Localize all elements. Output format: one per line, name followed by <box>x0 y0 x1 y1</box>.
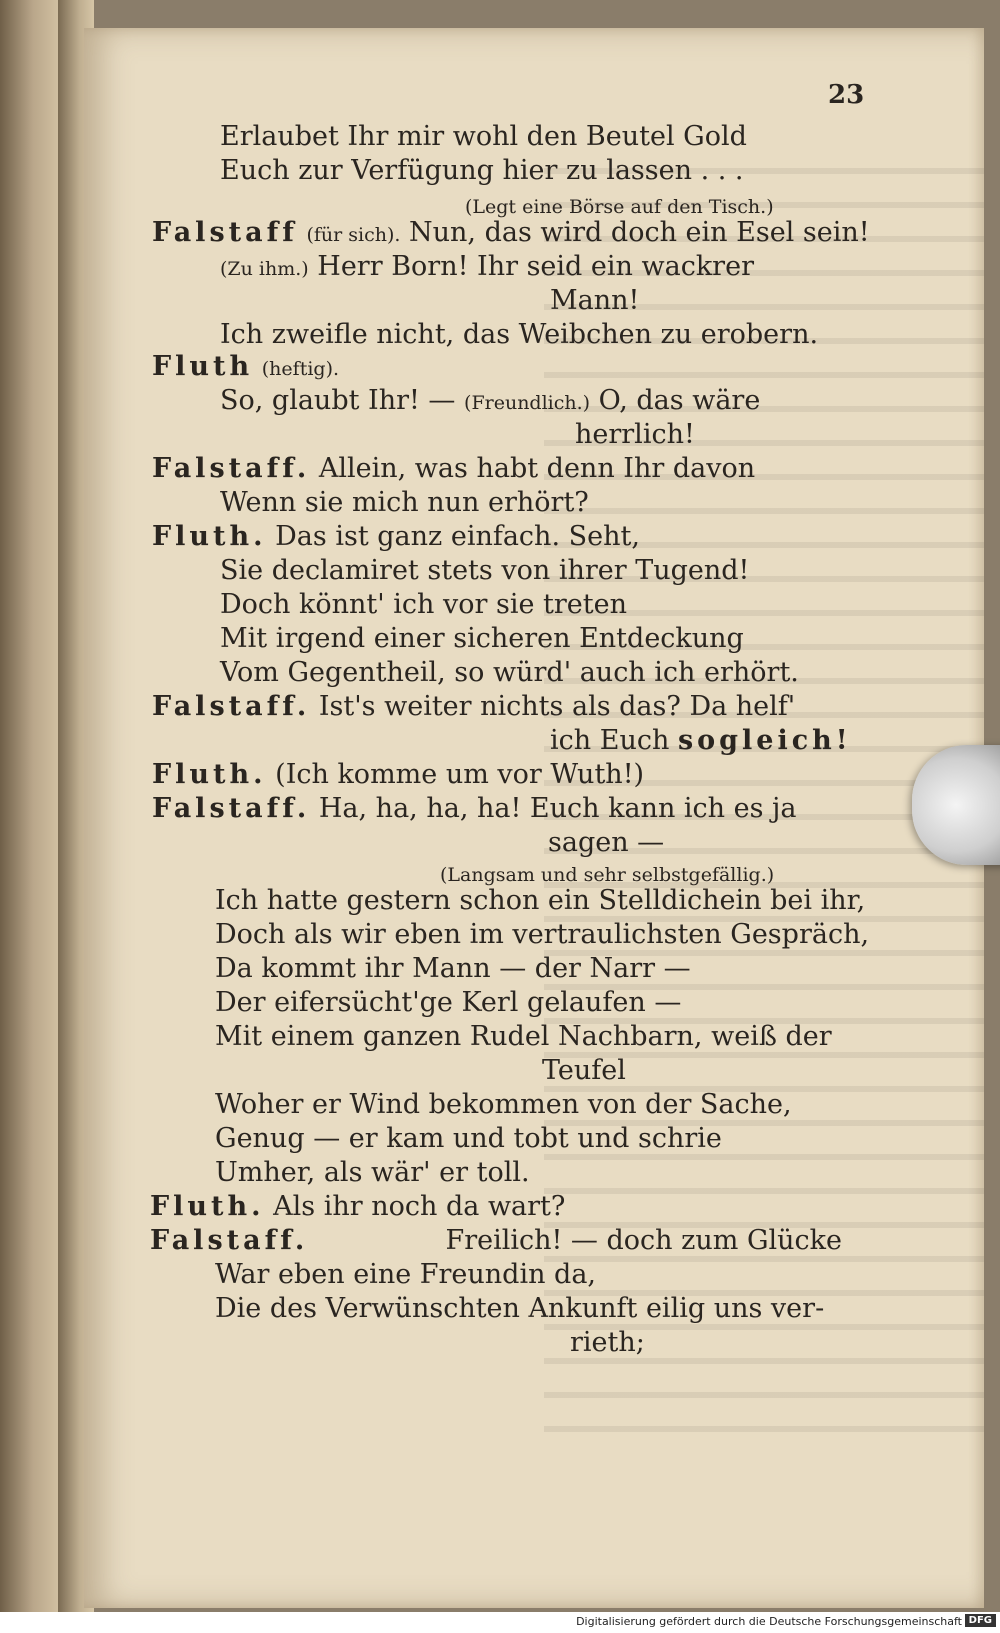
verse-line: Mit irgend einer sicheren Entdeckung <box>220 623 744 654</box>
dfg-logo: DFG <box>965 1614 996 1627</box>
speaker-name: Falstaff. <box>152 453 311 484</box>
speaker-name: Fluth. <box>152 521 267 552</box>
dialogue-line: (Zu ihm.) Herr Born! Ihr seid ein wackrer <box>220 251 754 282</box>
speaker-name: Falstaff. <box>152 691 311 722</box>
dialogue-line: Falstaff. Ha, ha, ha, ha! Euch kann ich es ja <box>152 793 797 824</box>
stage-direction: (Langsam und sehr selbstgefällig.) <box>440 864 775 886</box>
speaker-name: Fluth <box>152 351 254 382</box>
stage-direction: (für sich). <box>306 224 401 246</box>
verse-line: Erlaubet Ihr mir wohl den Beutel Gold <box>220 121 747 152</box>
speaker-name: Falstaff. <box>152 793 311 824</box>
verse-line: Vom Gegentheil, so würd' auch ich erhört. <box>220 657 799 688</box>
verse-line: Woher er Wind bekommen von der Sache, <box>215 1089 792 1120</box>
verse-line: Da kommt ihr Mann — der Narr — <box>215 953 691 984</box>
dialogue-line: So, glaubt Ihr! — (Freundlich.) O, das wäre <box>220 385 761 416</box>
speaker-name: Fluth. <box>152 759 267 790</box>
verse-line: Teufel <box>542 1055 626 1086</box>
dialogue-line: Falstaff. Freilich! — doch zum Glücke <box>150 1225 843 1256</box>
speaker-name: Falstaff. <box>150 1225 309 1256</box>
stage-direction: (Freundlich.) <box>464 392 591 414</box>
verse-line: rieth; <box>570 1327 645 1358</box>
verse-line: Ich zweifle nicht, das Weibchen zu erobern. <box>220 319 819 350</box>
emphasized-word: sogleich! <box>677 725 852 756</box>
dialogue-line: Fluth. Als ihr noch da wart? <box>150 1191 566 1222</box>
verse-line: Der eifersücht'ge Kerl gelaufen — <box>215 987 682 1018</box>
dialogue-line <box>152 350 339 386</box>
verse-line: Mann! <box>550 285 640 316</box>
verse-line: War eben eine Freundin da, <box>215 1259 597 1290</box>
stage-direction: (Legt eine Börse auf den Tisch.) <box>465 196 774 218</box>
verse-line: Mit einem ganzen Rudel Nachbarn, weiß der <box>215 1021 832 1052</box>
verse-line: ich Euch sogleich! <box>550 725 852 756</box>
dialogue-line: Fluth. (Ich komme um vor Wuth!) <box>152 759 645 790</box>
verse-line: Euch zur Verfügung hier zu lassen . . . <box>220 155 744 186</box>
verse-line: Umher, als wär' er toll. <box>215 1157 530 1188</box>
verse-line: herrlich! <box>575 419 695 450</box>
dialogue-line: Falstaff (für sich). Nun, das wird doch ein Esel sein! <box>152 217 870 248</box>
stage-direction: (Zu ihm.) <box>220 258 309 280</box>
speaker-name: Fluth. <box>150 1191 265 1222</box>
verse-line: Genug — er kam und tobt und schrie <box>215 1123 722 1154</box>
verse-line: Doch als wir eben im vertraulichsten Gespräch, <box>215 919 870 950</box>
dialogue-line: Falstaff. Ist's weiter nichts als das? Da helf' <box>152 691 796 722</box>
verse-line: Doch könnt' ich vor sie treten <box>220 589 627 620</box>
dialogue-line: Fluth. Das ist ganz einfach. Seht, <box>152 521 640 552</box>
verse-line: Die des Verwünschten Ankunft eilig uns ver- <box>215 1293 825 1324</box>
verse-line: sagen — <box>548 827 665 858</box>
stage-direction: (heftig). <box>261 358 340 380</box>
page-number: 23 <box>828 80 865 110</box>
speaker-name: Falstaff <box>152 217 298 248</box>
verse-line: Sie declamiret stets von ihrer Tugend! <box>220 555 750 586</box>
verse-line: Ich hatte gestern schon ein Stelldichein bei ihr, <box>215 885 866 916</box>
digitization-credit: Digitalisierung gefördert durch die Deutsche Forschungsgemeinschaft <box>576 1615 962 1628</box>
dialogue-line: Falstaff. Allein, was habt denn Ihr davon <box>152 453 756 484</box>
verse-line: Wenn sie mich nun erhört? <box>220 487 589 518</box>
